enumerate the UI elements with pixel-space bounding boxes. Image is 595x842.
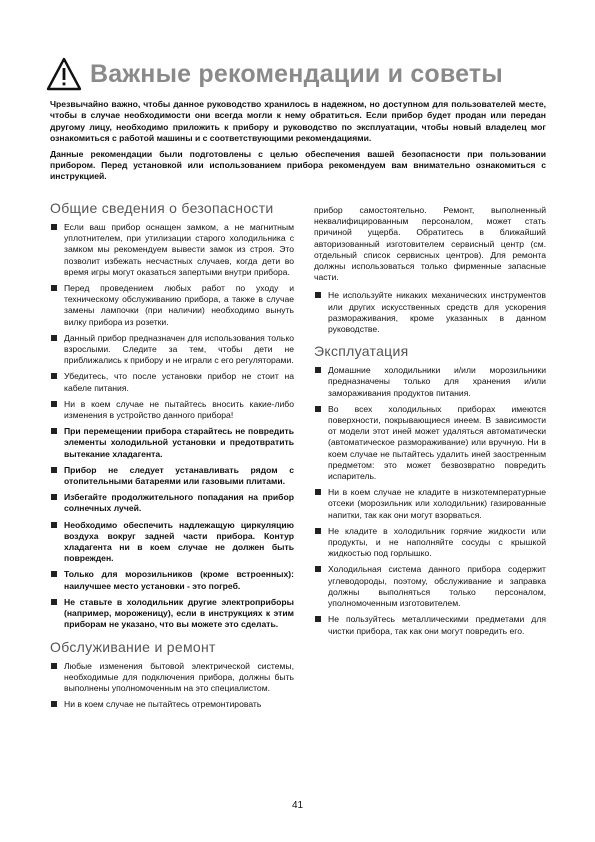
right-column (314, 205, 546, 645)
section-heading-service: Обслуживание и ремонт (50, 638, 216, 655)
bullet-square-icon (51, 224, 57, 230)
page-number: 41 (291, 800, 304, 811)
section-heading-safety: Общие сведения о безопасности (50, 200, 274, 216)
list-item-text: Ни в коем случае не пытайтесь вносить какие-либо изменения в устройство данного прибора! (64, 398, 294, 421)
bullet-square-icon (51, 373, 57, 379)
list-item-text: Ни в коем случае не кладите в низкотемпературные отсеки (морозильник или холодильник) газированные напитки, так как они могут взорваться. (328, 487, 546, 520)
list-item (314, 487, 546, 521)
list-item-text: Домашние холодильники и/или морозильники предназначены только для хранения и/или замораживания продуктов питания. (328, 365, 546, 398)
list-item-text: Избегайте продолжительного попадания на прибор солнечных лучей. (64, 492, 294, 514)
list-item-text: Ни в коем случае не пытайтесь отремонтировать (64, 699, 262, 710)
title-row (46, 56, 556, 92)
list-item (314, 290, 546, 335)
list-item-text: Не пользуйтесь металлическими предметами для чистки прибора, так как они могут повредить его. (328, 614, 546, 636)
list-item-text: Данный прибор предназначен для использования только взрослыми. Следите за тем, чтобы дети не приближались к прибору и не играли с его регуляторами. (64, 332, 294, 366)
intro-paragraph: Чрезвычайно важно, чтобы данное руководство хранилось в надежном, но доступном для пользователей месте, чтобы в случае необходимости они всегда могли к нему обратиться. Если прибор будет продан или передан другому лицу, необходимо приложить к прибору и руководство по эксплуатации, чтобы новый владелец мог ознакомиться с работой машины и с соответствующими рекомендациями. (50, 99, 546, 144)
bullet-square-icon (51, 401, 57, 407)
list-item-text: Не кладите в холодильник горячие жидкости или продукты, и не наполняйте сосуды с крышкой жидкостью под горлышко. (328, 525, 546, 559)
bullet-square-icon (51, 428, 57, 434)
intro-paragraph: Данные рекомендации были подготовлены с целью обеспечения вашей безопасности при пользовании прибором. Перед установкой или использованием прибора рекомендуем вам внимательно ознакомиться с инструкцией. (50, 148, 546, 182)
list-item (50, 699, 294, 710)
list-item-text: При перемещении прибора старайтесь не повредить элементы холодильной установки и предотвратить вытекание хладагента. (64, 426, 294, 459)
list-item (50, 399, 294, 421)
list-item-text: Перед проведением любых работ по уходу и техническому обслуживанию прибора, а также в случае замены лампочки (при наличии) необходимо вынуть вилку прибора из розетки. (64, 283, 294, 327)
list-item (50, 426, 294, 460)
bullet-square-icon (51, 701, 57, 707)
list-item-text: Необходимо обеспечить надлежащую циркуляцию воздуха вокруг задней части прибора. Контур хладагента ни в коем случае не должен быть поврежден. (64, 519, 294, 564)
list-item (314, 365, 546, 399)
list-item-text: Во всех холодильных приборах имеются поверхности, покрывающиеся инеем. В зависимости от модели этот иней может удаляться автоматически (автоматическое размораживание) или вручную. Ни в коем случае не пытайтесь удалить иней заостренным предметом: это может безвозвратно повредить испаритель. (328, 403, 546, 482)
bullet-square-icon (51, 571, 57, 577)
list-item-text: Прибор не следует устанавливать рядом с отопительными батареями или газовыми плитами. (64, 464, 294, 487)
service-list-continued (314, 290, 546, 335)
list-item (50, 333, 294, 367)
left-column (50, 200, 294, 718)
list-item-text: Только для морозильников (кроме встроенных): наилучшее место установки - это погреб. (64, 569, 294, 591)
bullet-square-icon (315, 406, 321, 412)
warning-triangle-icon (46, 57, 82, 91)
list-item (314, 404, 546, 482)
list-item (314, 614, 546, 636)
list-item-text: Любые изменения бытовой электрической системы, необходимые для подключения прибора, должны быть выполнены уполномоченным на это специалистом. (64, 660, 294, 693)
intro (50, 99, 546, 187)
list-item (50, 371, 294, 393)
bullet-square-icon (51, 285, 57, 291)
list-item-text: Не используйте никаких механических инструментов или других искусственных средств для ускорения размораживания, кроме указанных в данном руководстве. (328, 290, 546, 335)
service-continuation: прибор самостоятельно. Ремонт, выполненный неквалифицированным персоналом, может стать причиной ущерба. Обратитесь в ближайший авторизованный изготовителем сервисный центр (см. отдельный список сервисных центров). Для ремонта должны использоваться только фирменные запасные части. (314, 205, 546, 283)
list-item (314, 526, 546, 560)
list-item-text: Не ставьте в холодильник другие электроприборы (например, мороженицу), если в инструкциях к этим приборам не указано, что вы можете это сделать. (64, 596, 294, 630)
list-item (50, 465, 294, 487)
bullet-square-icon (51, 335, 57, 341)
bullet-square-icon (51, 599, 57, 605)
list-item (50, 661, 294, 695)
list-item (50, 569, 294, 591)
bullet-square-icon (51, 663, 57, 669)
list-item-text: Убедитесь, что после установки прибор не стоит на кабеле питания. (64, 371, 294, 393)
bullet-square-icon (315, 528, 321, 534)
bullet-square-icon (315, 292, 321, 298)
bullet-square-icon (51, 522, 57, 528)
section-heading-usage: Эксплуатация (314, 343, 409, 360)
list-item-text: Холодильная система данного прибора содержит углеводороды, поэтому, обслуживание и заправка должны выполняться только персоналом, уполномоченным изготовителем. (328, 564, 546, 609)
bullet-square-icon (315, 489, 321, 495)
safety-list (50, 222, 294, 631)
list-item (50, 222, 294, 278)
bullet-square-icon (51, 467, 57, 473)
page-title: Важные рекомендации и советы (90, 59, 503, 88)
list-item (50, 520, 294, 565)
list-item (314, 564, 546, 609)
list-item (50, 492, 294, 514)
bullet-square-icon (315, 566, 321, 572)
service-list (50, 661, 294, 711)
list-item (50, 283, 294, 328)
usage-list (314, 365, 546, 636)
bullet-square-icon (51, 494, 57, 500)
list-item (50, 597, 294, 631)
bullet-square-icon (315, 616, 321, 622)
bullet-square-icon (315, 367, 321, 373)
list-item-text: Если ваш прибор оснащен замком, а не магнитным уплотнителем, при утилизации старого холодильника с замком мы рекомендуем вывести замок из строя. Это позволит избежать несчастных случаев, когда дети во время игры могут оказаться запертыми внутри прибора. (64, 222, 294, 277)
